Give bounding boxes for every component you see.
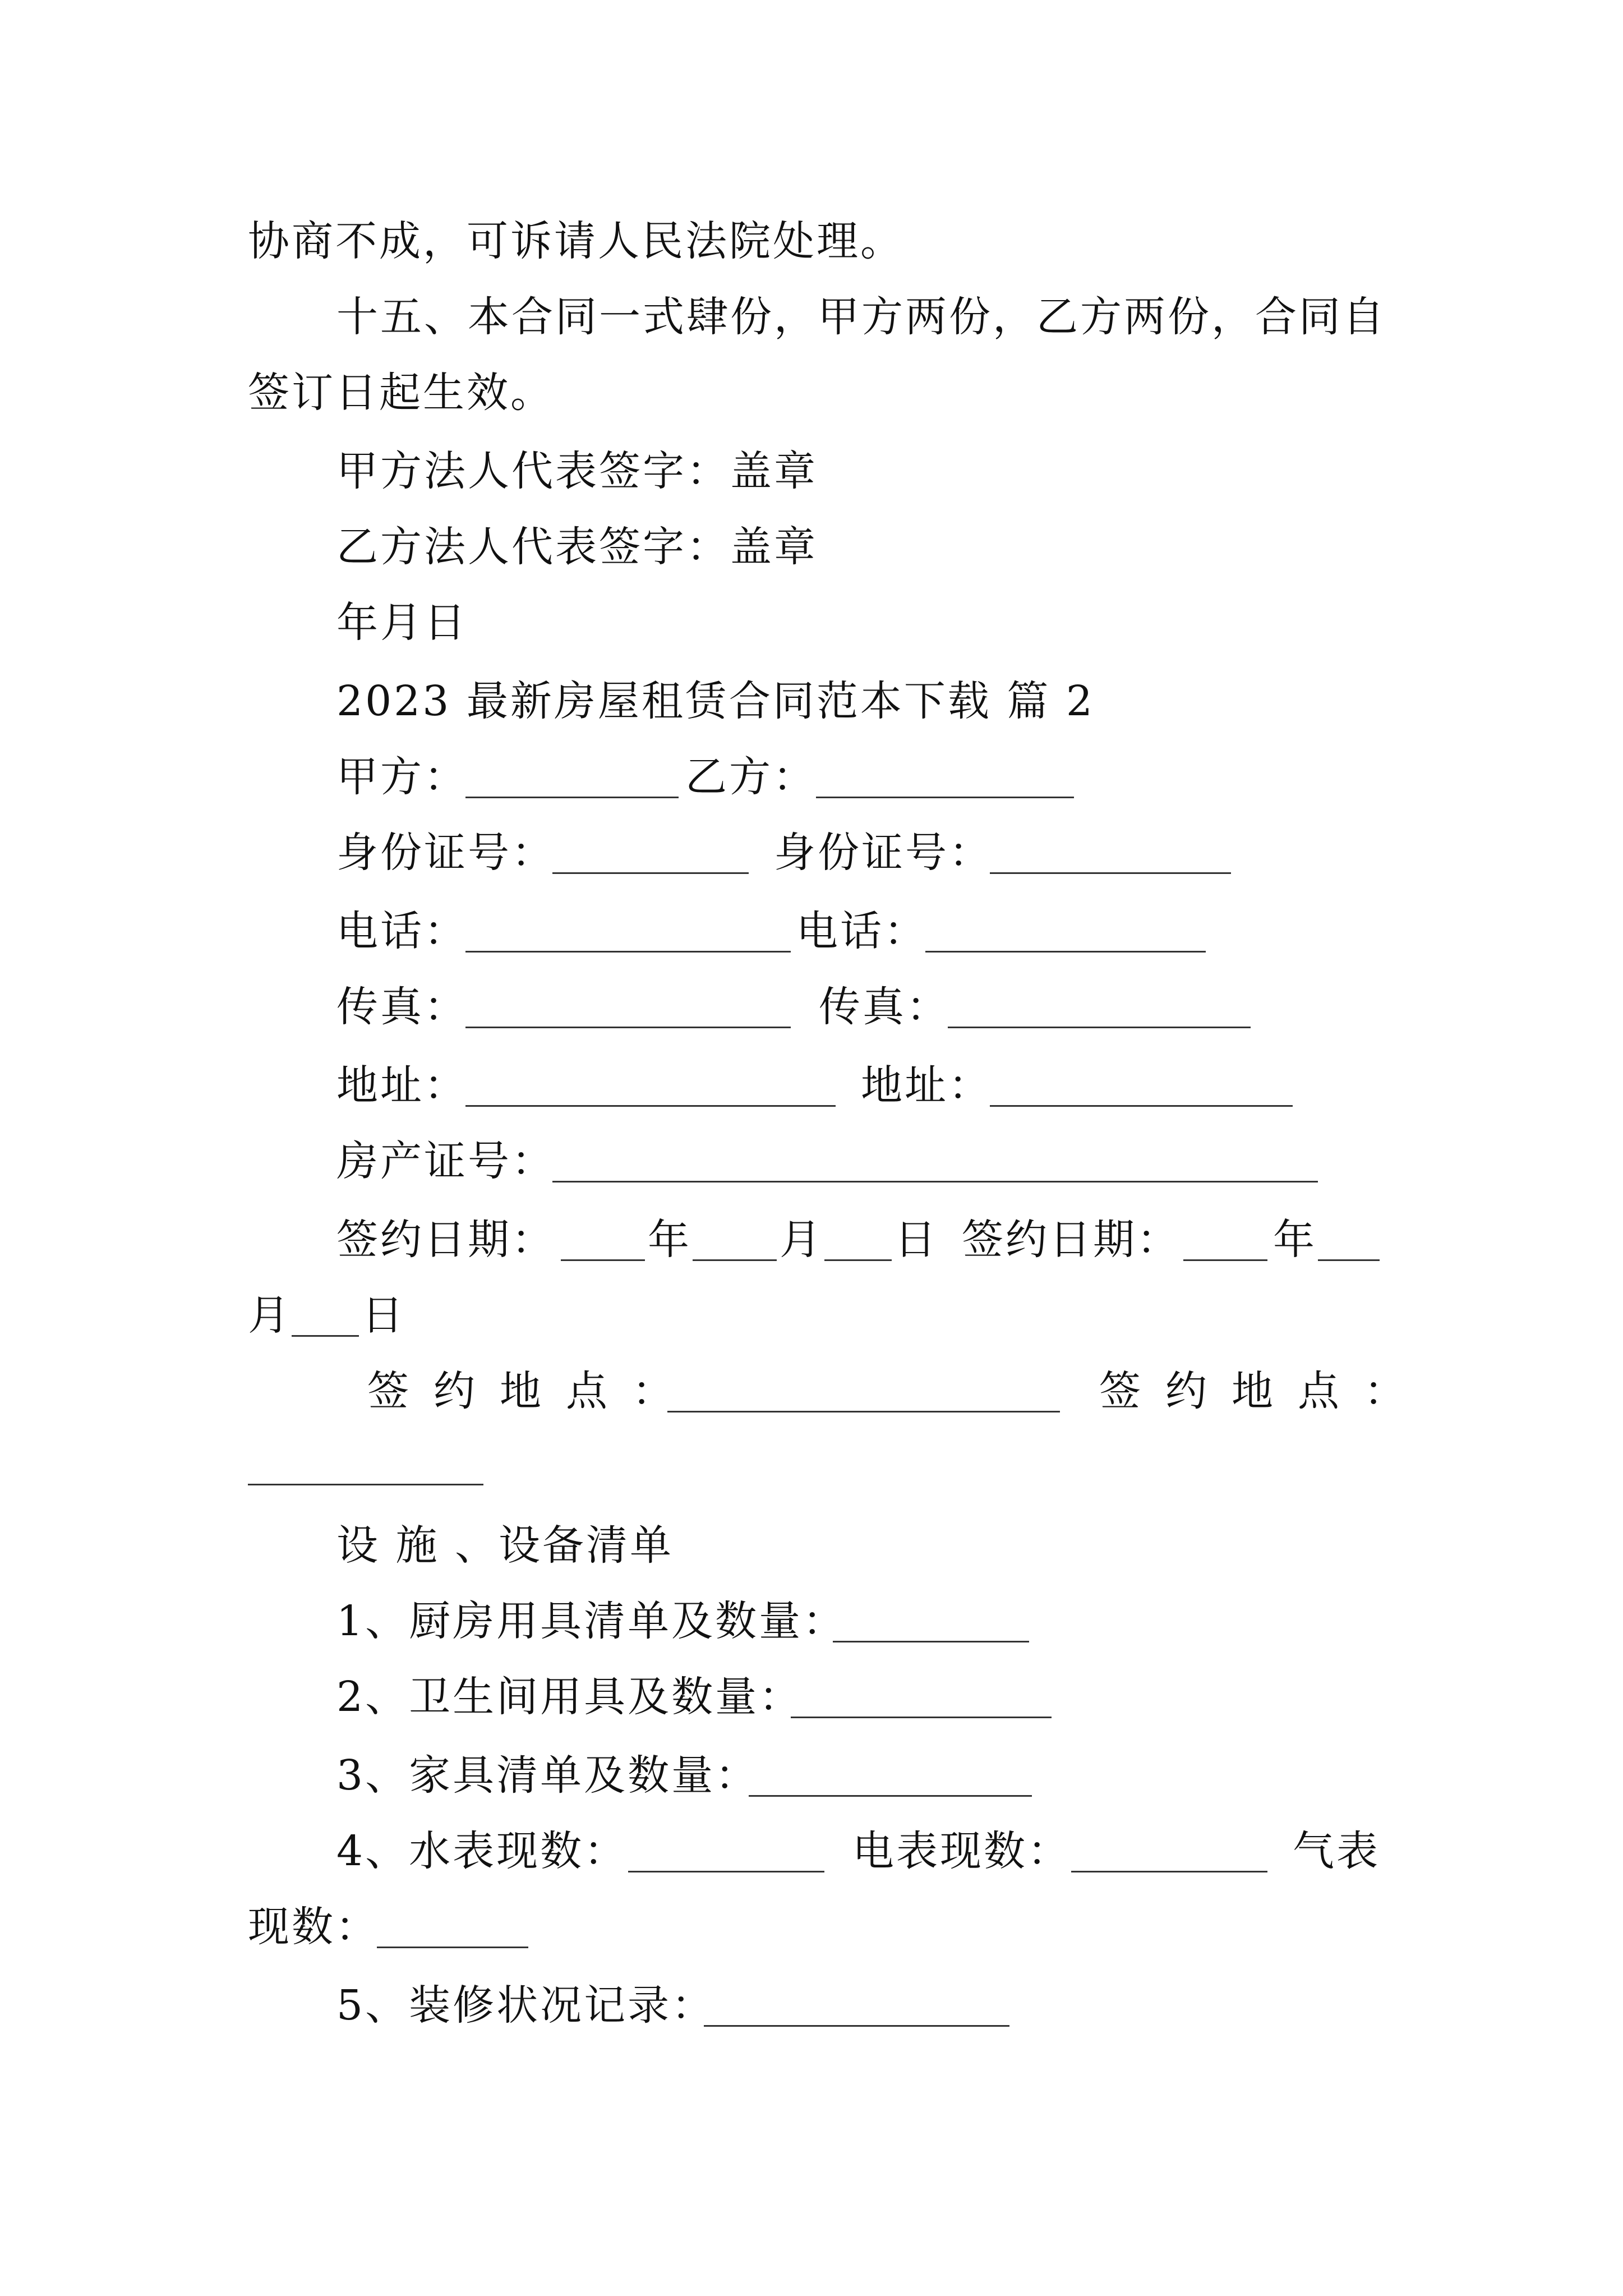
sign-place-label-a: 签约地点： bbox=[367, 1367, 698, 1415]
kitchen-blank[interactable] bbox=[833, 1641, 1029, 1642]
phone-blank-b[interactable] bbox=[925, 951, 1206, 953]
bathroom-blank[interactable] bbox=[791, 1717, 1052, 1718]
party-b-label: 乙方： bbox=[685, 753, 817, 801]
month-char: 月 bbox=[248, 1291, 292, 1340]
day-char: 日 bbox=[895, 1216, 938, 1264]
sign-year-blank-b[interactable] bbox=[1183, 1259, 1267, 1261]
sign-day-blank-a[interactable] bbox=[824, 1259, 892, 1261]
day-char: 日 bbox=[362, 1291, 405, 1340]
deed-blank[interactable] bbox=[552, 1181, 1318, 1182]
sign-date-label-a: 签约日期： bbox=[336, 1216, 555, 1264]
section-title: 2023 最新房屋租赁合同范本下载 篇 2 bbox=[336, 677, 1095, 725]
signature-line-party-b: 乙方法人代表签字：盖章 bbox=[336, 523, 818, 571]
water-meter-blank[interactable] bbox=[628, 1871, 824, 1872]
sign-year-blank-a[interactable] bbox=[561, 1259, 645, 1261]
facility-item-furniture: 3、家具清单及数量： bbox=[336, 1751, 759, 1800]
sign-date-label-b: 签约日期： bbox=[962, 1216, 1181, 1264]
facility-item-kitchen: 1、厨房用具清单及数量： bbox=[336, 1597, 847, 1645]
facility-item-water-meter: 4、水表现数： bbox=[336, 1827, 628, 1875]
id-blank-a[interactable] bbox=[552, 872, 749, 874]
fax-blank-b[interactable] bbox=[948, 1027, 1251, 1028]
facility-item-bathroom: 2、卫生间用具及数量： bbox=[336, 1673, 803, 1721]
address-blank-b[interactable] bbox=[990, 1105, 1293, 1107]
electric-meter-blank[interactable] bbox=[1071, 1871, 1267, 1872]
text-line: 签订日起生效。 bbox=[248, 369, 554, 417]
fax-blank-a[interactable] bbox=[465, 1027, 791, 1028]
id-blank-b[interactable] bbox=[990, 872, 1231, 874]
facility-item-decoration: 5、装修状况记录： bbox=[336, 1981, 716, 2030]
sign-place-blank-a[interactable] bbox=[667, 1411, 1060, 1412]
facilities-heading: 设 施 、设备清单 bbox=[336, 1521, 674, 1570]
address-label-a: 地址： bbox=[336, 1061, 468, 1110]
phone-label-b: 电话： bbox=[796, 907, 928, 955]
id-label-b: 身份证号： bbox=[774, 829, 993, 877]
party-a-label: 甲方： bbox=[336, 753, 468, 801]
sign-month-blank-b[interactable] bbox=[1318, 1259, 1380, 1261]
address-label-b: 地址： bbox=[861, 1061, 992, 1110]
address-blank-a[interactable] bbox=[465, 1105, 836, 1107]
year-char: 年 bbox=[1273, 1216, 1317, 1264]
id-label-a: 身份证号： bbox=[336, 829, 555, 877]
sign-place-label-b: 签约地点： bbox=[1099, 1367, 1430, 1415]
date-line: 年月日 bbox=[336, 599, 468, 647]
gas-meter-blank[interactable] bbox=[377, 1947, 528, 1948]
phone-blank-a[interactable] bbox=[465, 951, 791, 953]
sign-place-blank-b[interactable] bbox=[248, 1484, 483, 1485]
fax-label-b: 传真： bbox=[819, 983, 950, 1031]
fax-label-a: 传真： bbox=[336, 983, 468, 1031]
gas-meter-label: 气表 bbox=[1293, 1827, 1380, 1875]
furniture-blank[interactable] bbox=[749, 1795, 1032, 1797]
decoration-blank[interactable] bbox=[704, 2025, 1009, 2027]
electric-meter-label: 电表现数： bbox=[852, 1827, 1071, 1875]
year-char: 年 bbox=[648, 1216, 691, 1264]
month-char: 月 bbox=[780, 1216, 823, 1264]
party-a-blank[interactable] bbox=[465, 797, 679, 798]
gas-meter-label-cont: 现数： bbox=[248, 1903, 379, 1951]
text-line: 协商不成，可诉请人民法院处理。 bbox=[248, 217, 904, 265]
sign-month-blank-a[interactable] bbox=[693, 1259, 777, 1261]
party-b-blank[interactable] bbox=[816, 797, 1074, 798]
phone-label-a: 电话： bbox=[336, 907, 468, 955]
signature-line-party-a: 甲方法人代表签字：盖章 bbox=[336, 447, 818, 495]
text-line: 十五、本合同一式肆份，甲方两份，乙方两份，合同自 bbox=[336, 293, 1386, 341]
deed-label: 房产证号： bbox=[336, 1137, 555, 1185]
sign-day-month-blank-b[interactable] bbox=[292, 1335, 359, 1337]
